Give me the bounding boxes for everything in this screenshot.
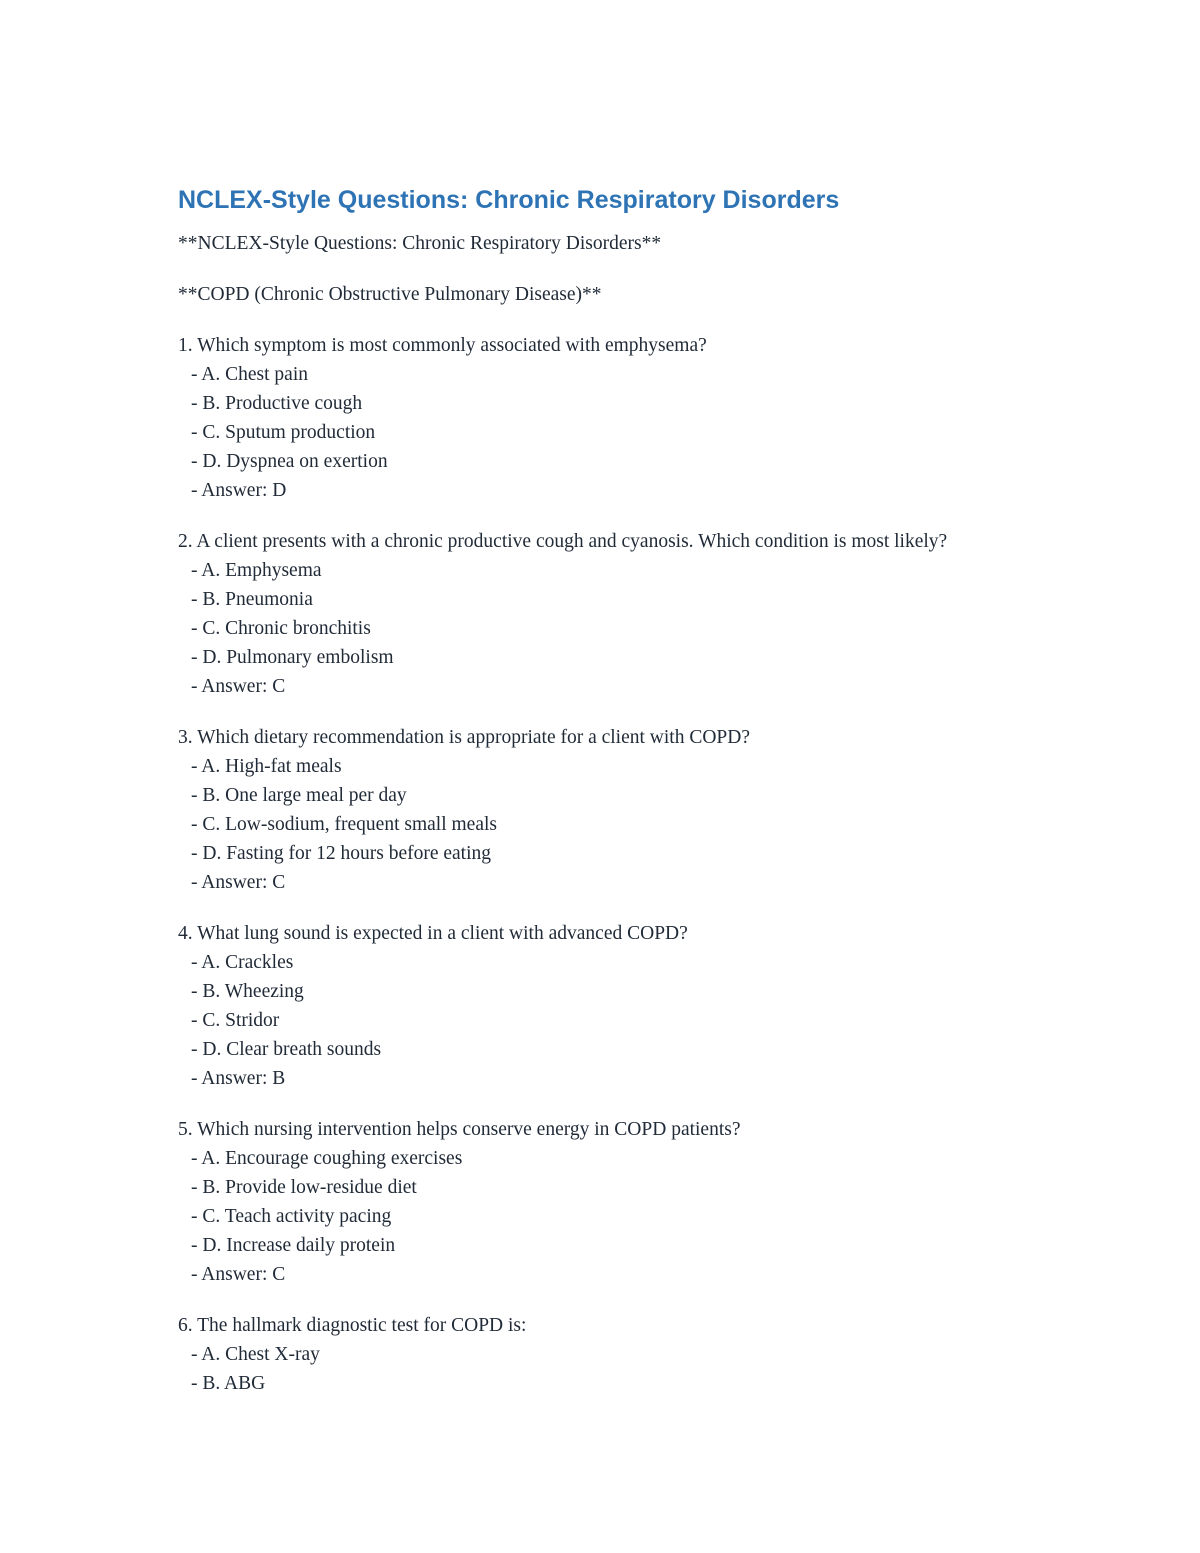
option-line: - A. Chest pain xyxy=(191,364,308,385)
option-line: - A. Encourage coughing exercises xyxy=(191,1148,463,1169)
option-line: - C. Chronic bronchitis xyxy=(191,618,371,639)
option-line: - B. Wheezing xyxy=(191,981,304,1002)
option-line: - A. Emphysema xyxy=(191,560,322,581)
question-block xyxy=(178,1115,1018,1289)
option-line: - C. Stridor xyxy=(191,1010,280,1031)
question-text: 6. The hallmark diagnostic test for COPD is: xyxy=(178,1315,527,1336)
questions xyxy=(178,331,1022,1398)
question-text: 1. Which symptom is most commonly associated with emphysema? xyxy=(178,335,707,356)
option-line: - B. Productive cough xyxy=(191,393,363,414)
option-list xyxy=(178,752,1018,897)
option-line: - D. Dyspnea on exertion xyxy=(191,451,388,472)
option-list xyxy=(178,1340,1018,1398)
question-text: 2. A client presents with a chronic productive cough and cyanosis. Which condition is most likely? xyxy=(178,531,948,552)
option-line: - D. Fasting for 12 hours before eating xyxy=(191,843,492,864)
option-list xyxy=(178,556,1018,701)
option-list xyxy=(178,1144,1018,1289)
option-line: - B. Provide low-residue diet xyxy=(191,1177,417,1198)
question-block xyxy=(178,919,1018,1093)
question-block xyxy=(178,331,1018,505)
option-line: - B. One large meal per day xyxy=(191,785,407,806)
option-line: - A. Chest X-ray xyxy=(191,1344,320,1365)
question-text: 4. What lung sound is expected in a client with advanced COPD? xyxy=(178,923,688,944)
answer-line: - Answer: B xyxy=(191,1068,286,1089)
answer-line: - Answer: C xyxy=(191,872,286,893)
answer-line: - Answer: C xyxy=(191,1264,286,1285)
question-block xyxy=(178,1311,1018,1398)
option-line: - B. ABG xyxy=(191,1373,266,1394)
option-list xyxy=(178,948,1018,1093)
option-line: - D. Pulmonary embolism xyxy=(191,647,394,668)
option-line: - C. Low-sodium, frequent small meals xyxy=(191,814,497,835)
question-text: 3. Which dietary recommendation is appropriate for a client with COPD? xyxy=(178,727,751,748)
subtitle-line: **NCLEX-Style Questions: Chronic Respiratory Disorders** xyxy=(178,233,662,254)
option-line: - D. Increase daily protein xyxy=(191,1235,396,1256)
option-line: - D. Clear breath sounds xyxy=(191,1039,382,1060)
question-block xyxy=(178,723,1018,897)
page-title: NCLEX-Style Questions: Chronic Respiratory Disorders xyxy=(178,186,840,214)
option-line: - B. Pneumonia xyxy=(191,589,313,610)
option-line: - C. Sputum production xyxy=(191,422,376,443)
option-line: - A. High-fat meals xyxy=(191,756,342,777)
option-line: - C. Teach activity pacing xyxy=(191,1206,392,1227)
answer-line: - Answer: D xyxy=(191,480,287,501)
question-text: 5. Which nursing intervention helps conserve energy in COPD patients? xyxy=(178,1119,741,1140)
question-block xyxy=(178,527,1018,701)
option-line: - A. Crackles xyxy=(191,952,294,973)
section-line: **COPD (Chronic Obstructive Pulmonary Disease)** xyxy=(178,284,602,305)
option-list xyxy=(178,360,1018,505)
answer-line: - Answer: C xyxy=(191,676,286,697)
